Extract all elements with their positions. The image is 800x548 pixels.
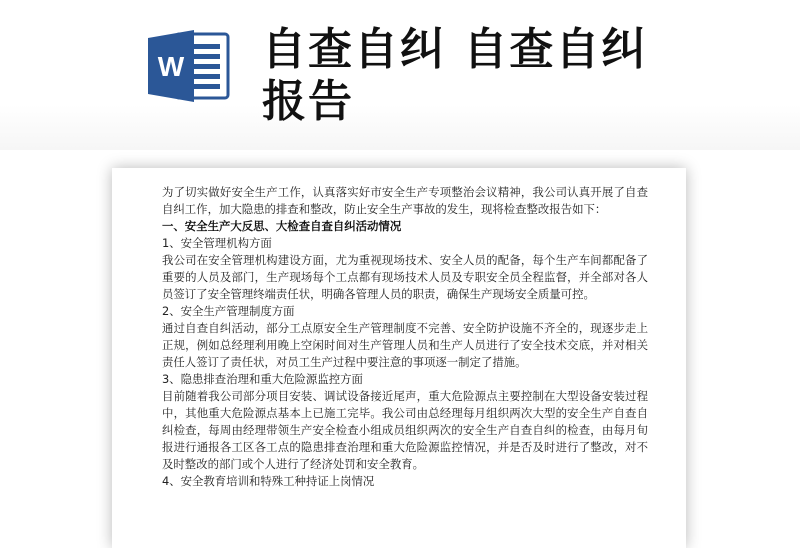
word-logo-letter: W [157,51,185,82]
page-title-line1: 自查自纠 自查自纠 [262,24,648,75]
item-heading: 3、隐患排查治理和重大危险源监控方面 [162,372,363,386]
intro-paragraph: 为了切实做好安全生产工作，认真落实好市安全生产专项整治会议精神，我公司认真开展了自查自纠工作，加大隐患的排查和整改，防止安全生产事故的发生，现将检查整改报告如下： [162,185,648,216]
item-heading: 2、安全生产管理制度方面 [162,304,295,318]
item-paragraph: 我公司在安全管理机构建设方面，尤为重视现场技术、安全人员的配备，每个生产车间都配备了重要的人员及部门，生产现场每个工点都有现场技术人员及专职安全员全程监督，并全部对各人员签订了安全管理终端责任状，明确各管理人员的职责，确保生产现场安全质量可控。 [162,253,648,301]
item-heading: 1、安全管理机构方面 [162,236,272,250]
word-document-icon [146,28,230,104]
page-title-line2: 报告 [262,76,354,127]
section-heading: 一、安全生产大反思、大检查自查自纠活动情况 [162,219,402,233]
document-body [162,184,648,490]
item-paragraph: 目前随着我公司部分项目安装、调试设备接近尾声，重大危险源点主要控制在大型设备安装过程中，其他重大危险源点基本上已施工完毕。我公司由总经理每月组织两次大型的安全生产自查自纠检查，每周由经理带领生产安全检查小组成员组织两次的安全生产自查自纠的检查，由每月旬报进行通报各工区各工点的隐患排查治理和重大危险源监控情况，并是否及时进行了整改，对不及时整改的部门或个人进行了经济处罚和安全教育。 [162,389,648,471]
item-paragraph: 通过自查自纠活动，部分工点原安全生产管理制度不完善、安全防护设施不齐全的，现逐步走上正规，例如总经理利用晚上空闲时间对生产管理人员和生产人员进行了安全技术交底，并对相关责任人签订了责任状，对员工生产过程中要注意的事项逐一制定了措施。 [162,321,648,369]
item-heading: 4、安全教育培训和特殊工种持证上岗情况 [162,474,375,488]
page-title [262,24,782,128]
